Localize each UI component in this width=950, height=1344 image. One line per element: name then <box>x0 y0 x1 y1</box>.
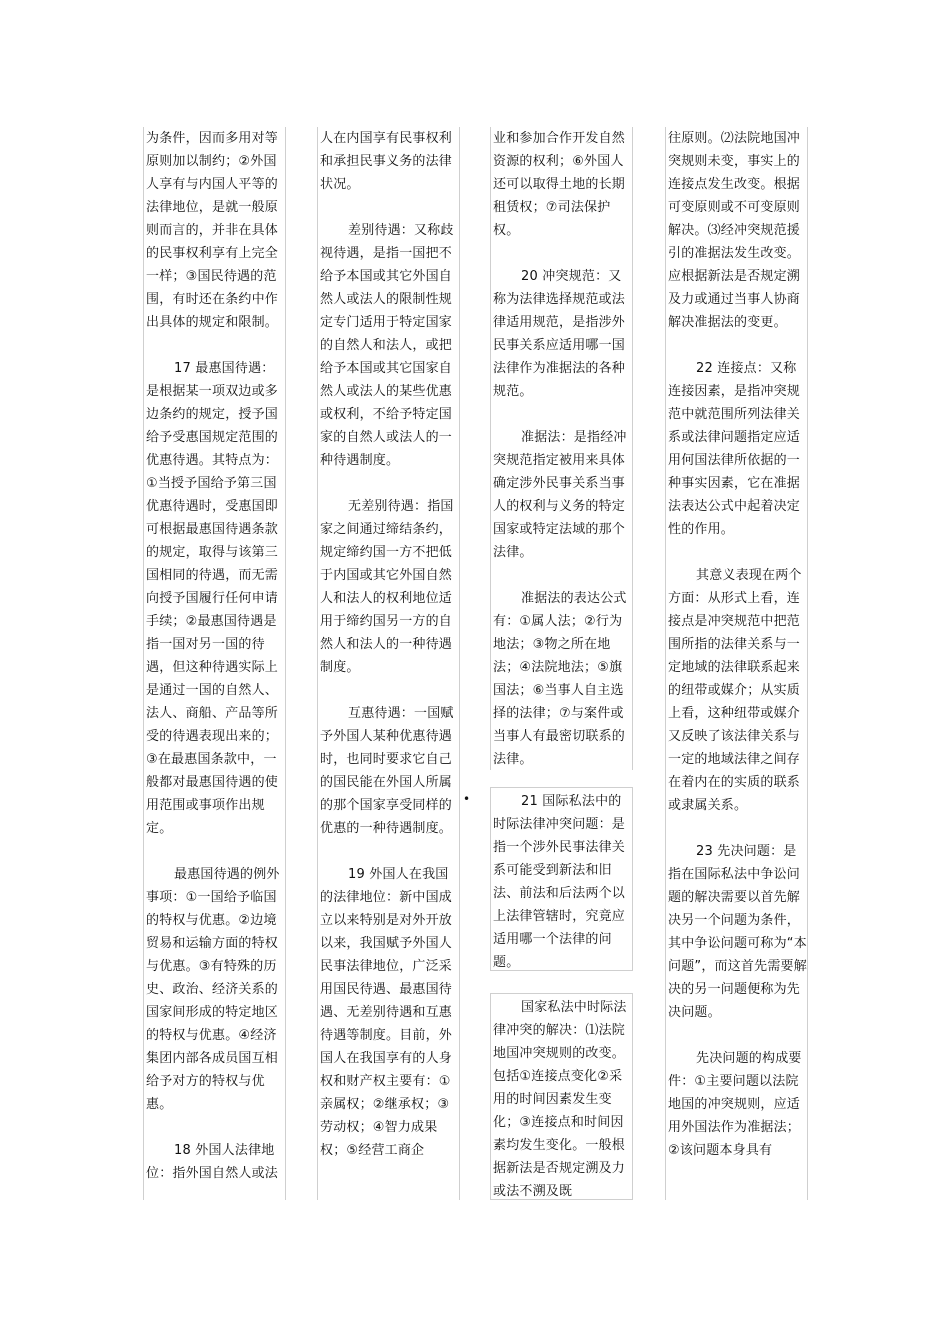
paragraph: 往原则。⑵法院地国冲突规则未变，事实上的连接点发生改变。根据可变原则或不可变原则解决。⑶经冲突规范援引的准据法发生改变。应根据新法是否规定溯及力或通过当事人协商解决准据法的变更。 <box>668 131 801 330</box>
text-column-4 <box>665 127 808 1200</box>
paragraph: 19 外国人在我国的法律地位：新中国成立以来特别是对外开放以来，我国赋予外国人民事法律地位，广泛采用国民待遇、最惠国待遇、无差别待遇和互惠待遇等制度。目前，外国人在我国享有的人身权和财产权主要有：①亲属权；②继承权；③劳动权；④智力成果权；⑤经营工商企 <box>320 867 453 1158</box>
bullet-marker: • <box>463 792 471 806</box>
paragraph: 人在内国享有民事权利和承担民事义务的法律状况。 <box>320 131 453 192</box>
paragraph: 差别待遇：又称歧视待遇，是指一国把不给予本国或其它外国自然人或法人的限制性规定专门适用于特定国家的自然人和法人，或把给予本国或其它国家自然人或法人的某些优惠或权利，不给予特定国家的自然人或法人的一种待遇制度。 <box>320 223 454 468</box>
paragraph: 22 连接点：又称连接因素，是指冲突规范中就范围所列法律关系或法律问题指定应适用何国法律所依据的一种事实因素，它在准据法表达公式中起着决定性的作用。 <box>668 361 801 537</box>
paragraph: 互惠待遇：一国赋予外国人某种优惠待遇时，也同时要求它自己的国民能在外国人所属的那个国家享受同样的优惠的一种待遇制度。 <box>320 706 454 836</box>
paragraph: 业和参加合作开发自然资源的权利；⑥外国人还可以取得土地的长期租赁权；⑦司法保护权。 <box>493 131 626 238</box>
text-box-time-conflict <box>490 993 633 1200</box>
paragraph: 国家私法中时际法律冲突的解决：⑴法院地国冲突规则的改变。包括①连接点变化②采用的时间因素发生变化；③连接点和时间因素均发生变化。一般根据新法是否规定溯及力或法不溯及既 <box>493 1000 627 1199</box>
paragraph: 其意义表现在两个方面：从形式上看，连接点是冲突规范中把范围所指的法律关系与一定地域的法律联系起来的纽带或媒介；从实质上看，这种纽带或媒介又反映了该法律关系与一定的地域法律之间存在着内在的实质的联系或隶属关系。 <box>668 568 802 813</box>
text-box-21 <box>490 787 633 971</box>
paragraph: 21 国际私法中的时际法律冲突问题：是指一个涉外民事法律关系可能受到新法和旧法、前法和后法两个以上法律管辖时，究竟应适用哪一个法律的问题。 <box>493 794 626 970</box>
text-column-3 <box>490 127 633 770</box>
paragraph: 23 先决问题：是指在国际私法中争讼问题的解决需要以首先解决另一个问题为条件，其中争讼问题可称为“本问题”，而这首先需要解决的另一问题便称为先决问题。 <box>668 844 807 1020</box>
paragraph: 准据法的表达公式有：①属人法；②行为地法；③物之所在地法；④法院地法；⑤旗国法；⑥当事人自主选择的法律；⑦与案件或当事人有最密切联系的法律。 <box>493 591 627 767</box>
paragraph: 最惠国待遇的例外事项：①一国给予临国的特权与优惠。②边境贸易和运输方面的特权与优惠。③有特殊的历史、政治、经济关系的国家间形成的特定地区的特权与优惠。④经济集团内部各成员国互相给予对方的特权与优惠。 <box>146 867 280 1112</box>
paragraph: 为条件，因而多用对等原则加以制约；②外国人享有与内国人平等的法律地位，是就一般原则而言的，并非在具体的民事权利享有上完全一样；③国民待遇的范围，有时还在条约中作出具体的规定和限制。 <box>146 131 279 330</box>
paragraph: 17 最惠国待遇：是根据某一项双边或多边条约的规定，授予国给予受惠国规定范围的优惠待遇。其特点为：①当授予国给予第三国优惠待遇时，受惠国即可根据最惠国待遇条款的规定，取得与该第三国相同的待遇，而无需向授予国履行任何申请手续；②最惠国待遇是指一国对另一国的待遇，但这种待遇实际上是通过一国的自然人、法人、商船、产品等所受的待遇表现出来的；③在最惠国条款中，一般都对最惠国待遇的使用范围或事项作出规定。 <box>146 361 279 836</box>
paragraph: 准据法：是指经冲突规范指定被用来具体确定涉外民事关系当事人的权利与义务的特定国家或特定法域的那个法律。 <box>493 430 627 560</box>
paragraph: 20 冲突规范：又称为法律选择规范或法律适用规范，是指涉外民事关系应适用哪一国法律作为准据法的各种规范。 <box>493 269 626 399</box>
paragraph: 先决问题的构成要件：①主要问题以法院地国的冲突规则，应适用外国法作为准据法；②该问题本身具有 <box>668 1051 802 1158</box>
text-column-1 <box>143 127 286 1200</box>
text-column-2 <box>317 127 460 1200</box>
paragraph: 18 外国人法律地位：指外国自然人或法 <box>146 1143 279 1181</box>
paragraph: 无差别待遇：指国家之间通过缔结条约，规定缔约国一方不把低于内国或其它外国自然人和法人的权利地位适用于缔约国另一方的自然人和法人的一种待遇制度。 <box>320 499 454 675</box>
